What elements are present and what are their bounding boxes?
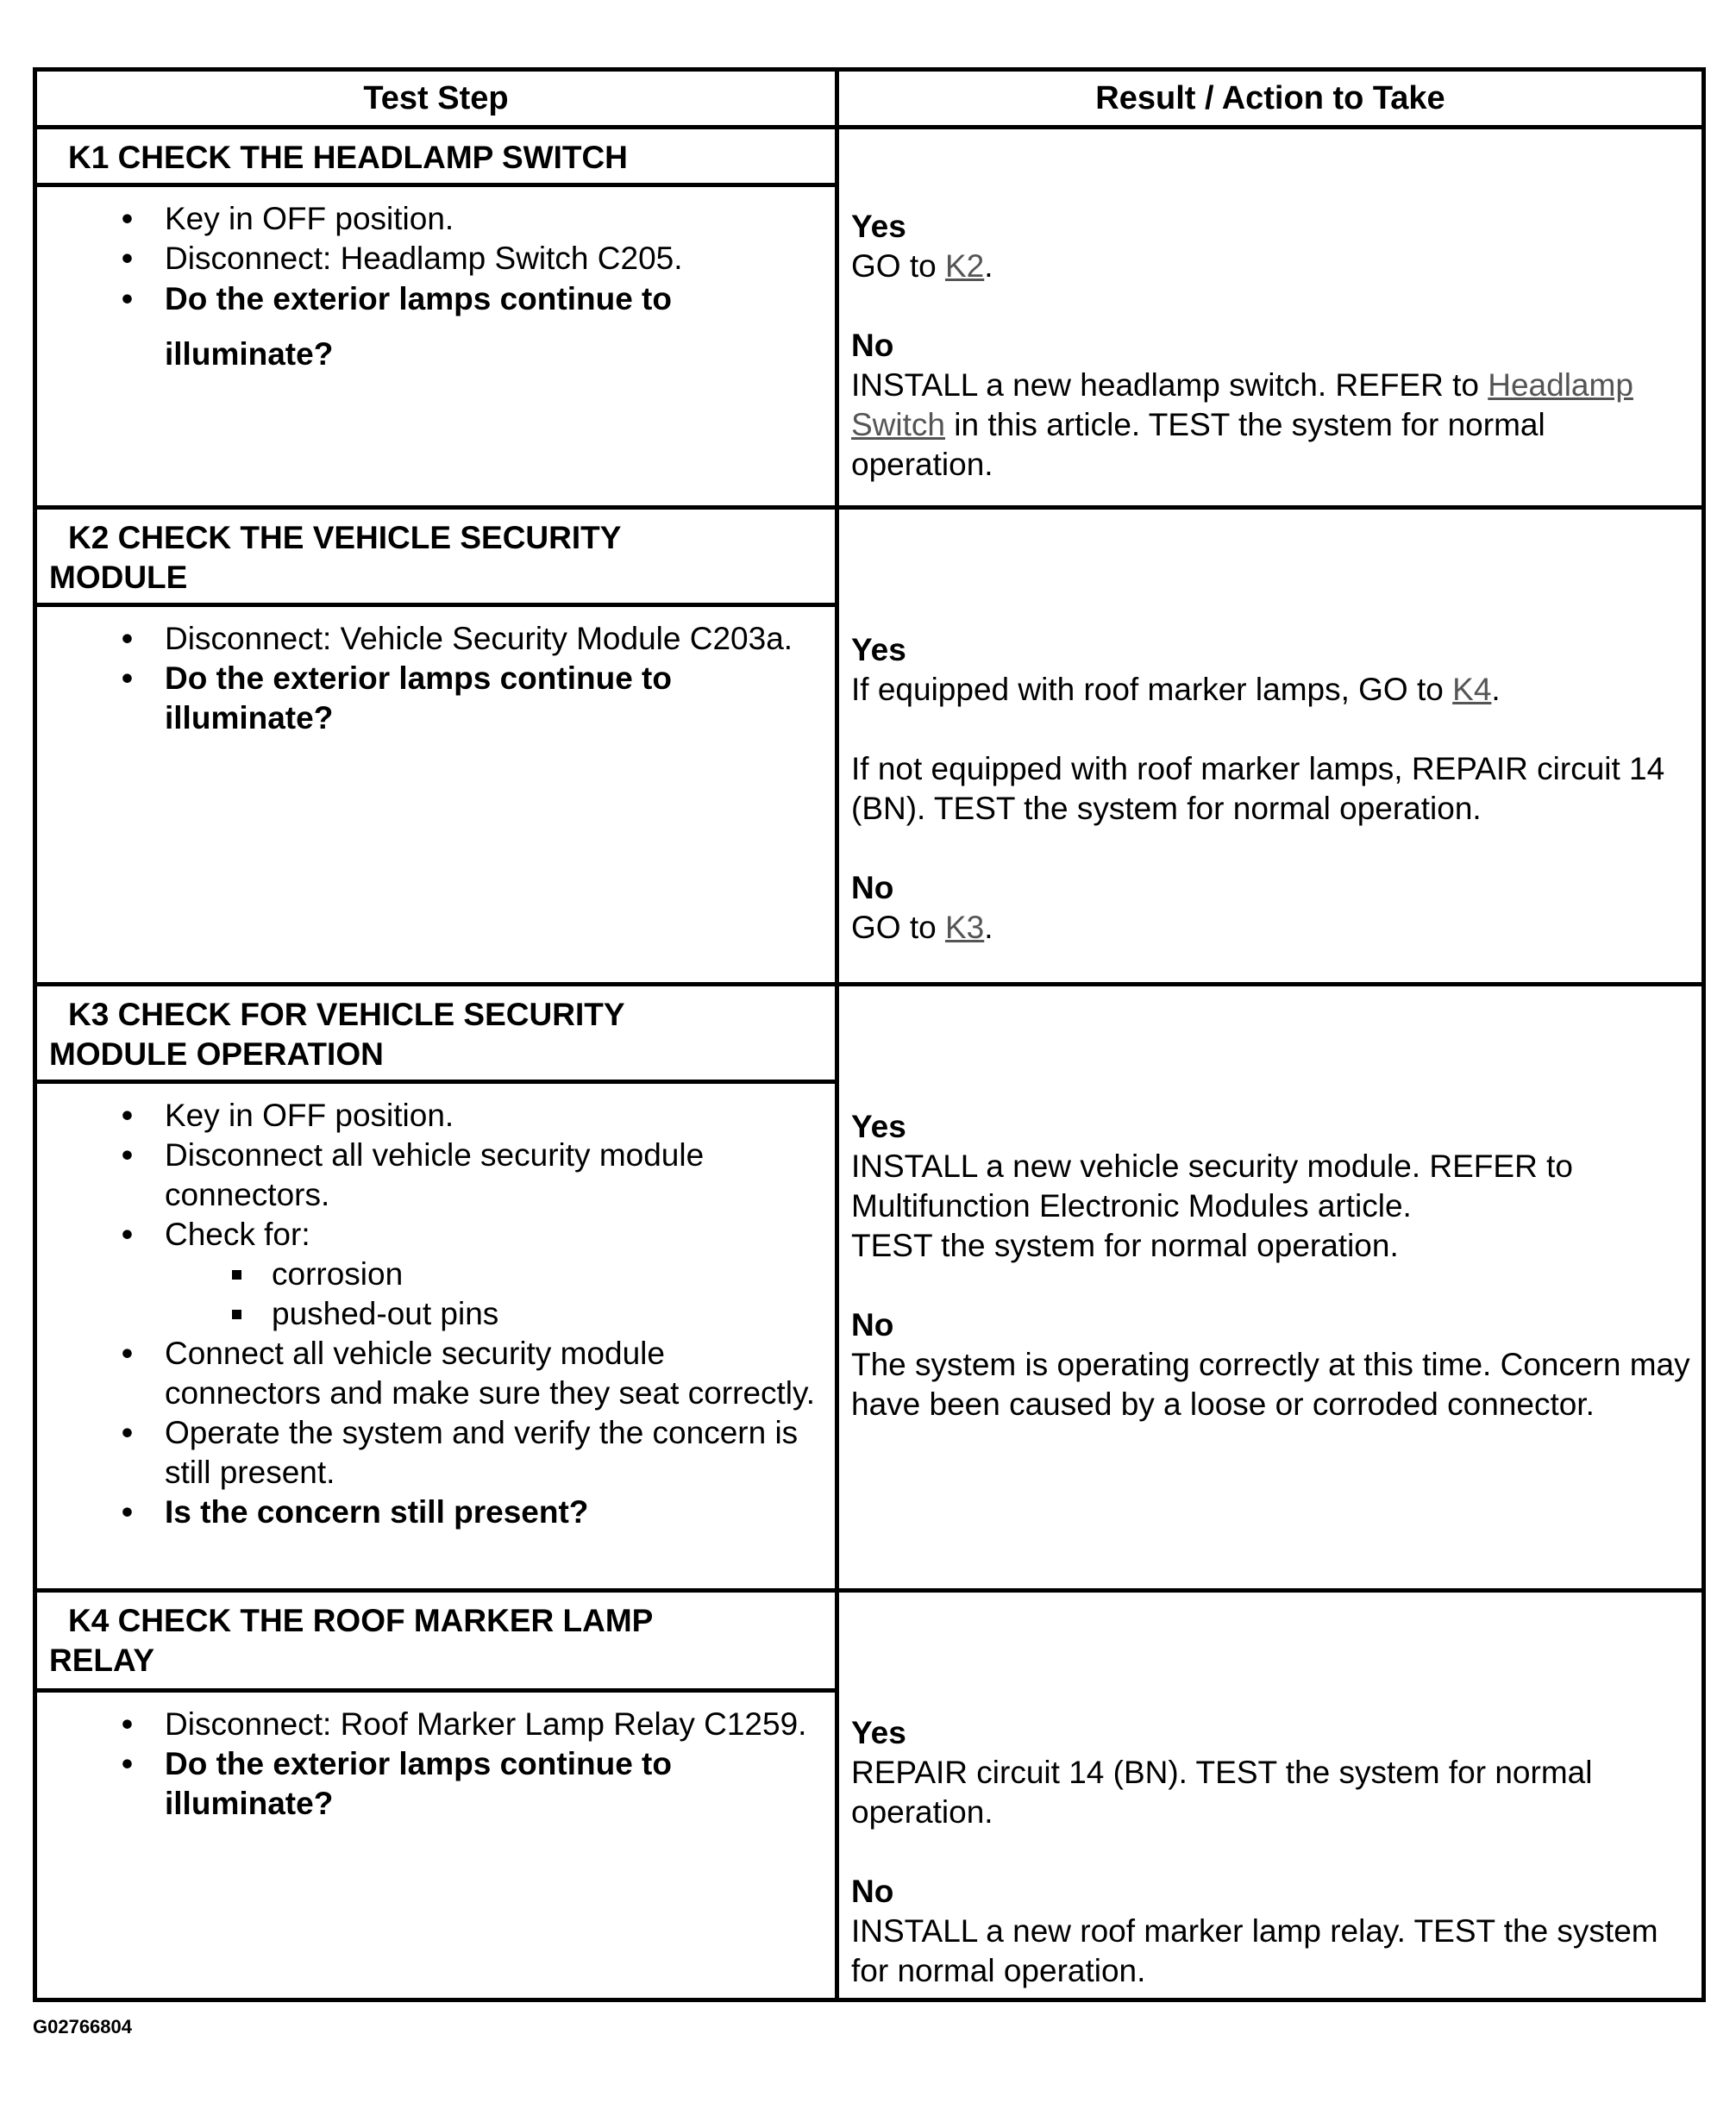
step-title-text: MODULE: [49, 560, 188, 595]
no-text: INSTALL a new headlamp switch. REFER to Headlamp Switch in this article. TEST the system for normal operation.: [851, 367, 1633, 482]
no-text: INSTALL a new roof marker lamp relay. TEST the system for normal operation.: [851, 1913, 1658, 1988]
yes-text: INSTALL a new vehicle security module. REFER to Multifunction Electronic Modules article.: [851, 1149, 1573, 1224]
step-k4-title: [35, 1591, 837, 1691]
list-item: • Disconnect all vehicle security module connectors.: [165, 1136, 826, 1215]
step-title-text: K2 CHECK THE VEHICLE SECURITY: [68, 520, 622, 555]
step-k1-title: [35, 128, 837, 185]
step-title-text: K4 CHECK THE ROOF MARKER LAMP: [68, 1603, 654, 1638]
yes-label: Yes: [851, 1715, 906, 1750]
yes-label: Yes: [851, 1109, 906, 1144]
header-test-step: Test Step: [35, 70, 837, 128]
list-item: • Check for: corrosion pushed-out pins: [165, 1215, 826, 1334]
step-title-text: MODULE OPERATION: [49, 1036, 384, 1072]
step-question: • Do the exterior lamps continue to illuminate?: [165, 272, 826, 382]
list-item: • Key in OFF position.: [165, 1096, 826, 1136]
step-k3-body: [35, 1082, 837, 1591]
yes-text: If equipped with roof marker lamps, GO to K4.: [851, 672, 1501, 707]
step-title-text: RELAY: [49, 1643, 155, 1678]
list-item: • Operate the system and verify the concern is still present.: [165, 1413, 826, 1493]
step-title-text: K3 CHECK FOR VEHICLE SECURITY: [68, 997, 625, 1032]
sub-list-item: corrosion: [272, 1255, 826, 1294]
step-question: • Is the concern still present?: [165, 1493, 826, 1532]
no-label: No: [851, 1874, 894, 1909]
link-k2[interactable]: K2: [944, 248, 985, 284]
link-headlamp-switch[interactable]: Headlamp Switch: [851, 367, 1633, 442]
figure-id: G02766804: [33, 2016, 132, 2037]
no-text: The system is operating correctly at this time. Concern may have been caused by a loose or corroded connector.: [851, 1347, 1690, 1422]
list-item: • Disconnect: Roof Marker Lamp Relay C1259.: [165, 1705, 826, 1744]
step-k3-result: [837, 985, 1704, 1591]
step-question: • Do the exterior lamps continue to illuminate?: [165, 659, 826, 738]
step-k2-result: [837, 508, 1704, 985]
list-item: • Disconnect: Vehicle Security Module C203a.: [165, 619, 826, 659]
yes-text: GO to K2.: [851, 248, 993, 284]
link-k4[interactable]: K4: [1452, 672, 1492, 707]
step-k2-title: [35, 508, 837, 605]
link-k3[interactable]: K3: [944, 910, 985, 945]
header-result-action: Result / Action to Take: [837, 70, 1704, 128]
list-item: • Key in OFF position.: [165, 199, 826, 239]
step-k4-body: [35, 1690, 837, 2000]
yes-label: Yes: [851, 632, 906, 667]
sub-list-item: pushed-out pins: [272, 1294, 826, 1334]
step-question: • Do the exterior lamps continue to illuminate?: [165, 1744, 826, 1824]
step-k3-title: [35, 985, 837, 1082]
step-title-text: K1 CHECK THE HEADLAMP SWITCH: [68, 140, 628, 175]
step-k4-result: [837, 1591, 1704, 2000]
no-label: No: [851, 1307, 894, 1343]
yes-label: Yes: [851, 209, 906, 244]
step-k2-body: [35, 605, 837, 985]
no-label: No: [851, 870, 894, 905]
yes-text-2: If not equipped with roof marker lamps, REPAIR circuit 14 (BN). TEST the system for normal operation.: [851, 751, 1665, 826]
diagnostic-table: [33, 67, 1706, 2002]
no-text: GO to K3.: [851, 910, 993, 945]
step-k1-body: [35, 185, 837, 508]
list-item: • Connect all vehicle security module connectors and make sure they seat correctly.: [165, 1334, 826, 1413]
yes-text-2: TEST the system for normal operation.: [851, 1228, 1399, 1263]
yes-text: REPAIR circuit 14 (BN). TEST the system for normal operation.: [851, 1755, 1593, 1830]
list-item: • Disconnect: Headlamp Switch C205.: [165, 239, 826, 279]
no-label: No: [851, 328, 894, 363]
step-k1-result: [837, 128, 1704, 508]
